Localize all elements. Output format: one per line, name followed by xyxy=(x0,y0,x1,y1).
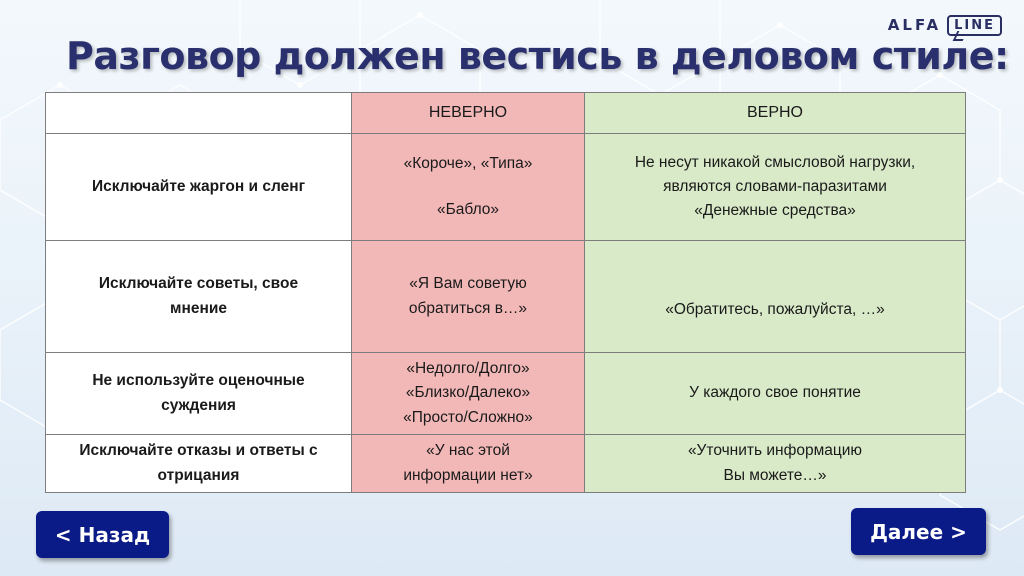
next-button[interactable]: Далее > xyxy=(851,508,986,555)
wrong-cell xyxy=(352,353,585,435)
wrong-text: «Бабло» xyxy=(436,201,500,218)
right-text: Не несут никакой смысловой нагрузки, xyxy=(634,153,916,171)
wrong-text: обратиться в…» xyxy=(408,299,528,317)
right-text: «Обратитесь, пожалуйста, …» xyxy=(665,301,885,319)
logo-text-line: LINE xyxy=(947,15,1002,36)
rule-text: отрицания xyxy=(157,466,240,484)
wrong-cell xyxy=(352,241,585,353)
rule-text: суждения xyxy=(161,396,236,414)
right-cell xyxy=(585,435,966,493)
table-row xyxy=(46,134,966,241)
right-text: «Денежные средства» xyxy=(694,202,856,219)
rule-cell xyxy=(46,134,352,241)
rule-text: Исключайте отказы и ответы с xyxy=(79,442,318,460)
right-text: «Уточнить информацию xyxy=(687,442,863,460)
rule-text: мнение xyxy=(170,299,227,317)
rule-text: Исключайте советы, свое xyxy=(98,275,299,293)
wrong-text: «Просто/Сложно» xyxy=(403,408,533,426)
header-cell-empty xyxy=(46,93,352,134)
header-cell-wrong: НЕВЕРНО xyxy=(352,93,585,134)
right-text: Вы можете…» xyxy=(723,466,827,484)
table-row xyxy=(46,241,966,353)
wrong-text: «Близко/Далеко» xyxy=(405,384,531,402)
rule-text: Не используйте оценочные xyxy=(92,372,305,390)
right-text: являются словами-паразитами xyxy=(663,177,887,195)
wrong-cell xyxy=(352,435,585,493)
right-cell xyxy=(585,353,966,435)
rule-cell xyxy=(46,241,352,353)
page-title: Разговор должен вестись в деловом стиле: xyxy=(66,34,1009,78)
right-text: У каждого свое понятие xyxy=(689,384,861,402)
wrong-text: «Я Вам советую xyxy=(409,275,527,293)
comparison-table xyxy=(45,92,966,493)
logo-text-alfa: ALFA xyxy=(887,16,942,34)
wrong-cell xyxy=(352,134,585,241)
header-cell-right: ВЕРНО xyxy=(585,93,966,134)
rule-cell xyxy=(46,435,352,493)
table-row xyxy=(46,435,966,493)
rule-cell xyxy=(46,353,352,435)
right-cell xyxy=(585,241,966,353)
wrong-text: «Недолго/Долго» xyxy=(406,360,530,378)
back-button[interactable]: < Назад xyxy=(36,511,169,558)
wrong-text: «У нас этой xyxy=(426,442,510,460)
table-row xyxy=(46,353,966,435)
table-header-row xyxy=(46,93,966,134)
wrong-text: «Короче», «Типа» xyxy=(403,154,533,172)
rule-text: Исключайте жаргон и сленг xyxy=(91,177,306,195)
wrong-text: информации нет» xyxy=(403,466,533,484)
right-cell xyxy=(585,134,966,241)
